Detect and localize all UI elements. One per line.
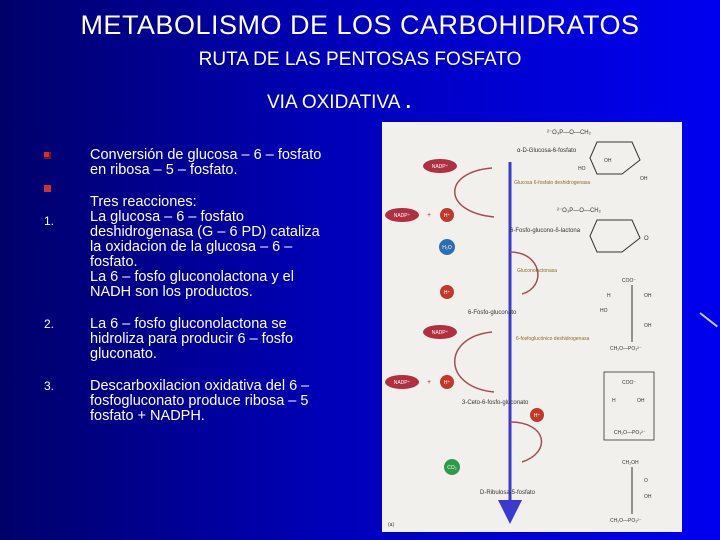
lactone-ring-icon [590, 220, 640, 252]
bullet-number: 1. [44, 214, 55, 228]
subtitle2-text: VIA OXIDATIVA [267, 92, 401, 113]
bullet-number: 3. [44, 379, 55, 393]
bullet-item [44, 379, 364, 424]
pathway-diagram [382, 122, 682, 532]
slide-subtitle-oxidative [267, 83, 413, 114]
glucose-ring-icon [590, 142, 640, 174]
bullet-number: 2. [44, 317, 55, 331]
phosphate-group: ²⁻O₃P—O—CH₂ [547, 130, 591, 136]
bullet-line: fosfato. [90, 254, 138, 270]
chem-label: COO⁻ [622, 380, 637, 386]
cofactor-label: NADP⁺ [431, 330, 449, 336]
subtitle2-mark: . [404, 83, 413, 114]
bullet-square-icon [44, 185, 51, 192]
bullet-line: deshidrogenasa (G – 6 PD) cataliza [90, 224, 320, 240]
chem-label: CH₂O—PO₃²⁻ [610, 518, 642, 524]
cofactor-label: H⁺ [443, 380, 451, 386]
cofactor-label: NADP⁺ [431, 164, 449, 170]
bullet-square-icon [44, 152, 51, 159]
chem-label: H [612, 398, 616, 404]
chem-label: H [607, 293, 611, 299]
chem-label: OH [644, 494, 652, 500]
metabolite-label: 3-Ceto-6-fosfo-gluconato [462, 400, 529, 406]
plus-sign: + [427, 212, 432, 219]
phosphate-group: ²⁻O₃P—O—CH₂ [557, 208, 601, 214]
chem-label: CH₂OH [622, 460, 639, 466]
chem-label: O [644, 478, 648, 484]
bullet-item [44, 317, 364, 362]
bullet-line: hidroliza para producir 6 – fosfo [90, 331, 294, 347]
chem-label: OH [640, 176, 648, 182]
bullet-line: fosfato + NADPH. [90, 408, 205, 424]
cofactor-arrow [455, 168, 494, 217]
chem-label: OH [644, 323, 652, 329]
bullet-line: La 6 – fosfo gluconolactona se [90, 316, 287, 332]
chem-label: O [644, 236, 649, 242]
chem-label: HO [578, 166, 586, 172]
enzyme-label: 6-fosfoglucónico deshidrogenasa [516, 336, 590, 342]
pentose-phosphate-pathway-figure [382, 122, 682, 532]
plus-sign: + [427, 379, 432, 386]
bullet-line: la oxidacion de la glucosa – 6 – [90, 239, 293, 255]
cofactor-label: CO₂ [447, 465, 457, 471]
enzyme-label: Glucosa 6-fosfato deshidrogenasa [514, 180, 591, 186]
slide-title: METABOLISMO DE LOS CARBOHIDRATOS [80, 10, 640, 40]
slide-subtitle: RUTA DE LAS PENTOSAS FOSFATO [198, 49, 522, 70]
metabolite-label: α-D-Glucosa-6-fosfato [517, 148, 577, 154]
bullet-line: en ribosa – 5 – fosfato. [90, 162, 238, 178]
bullet-line: Conversión de glucosa – 6 – fosfato [90, 147, 322, 163]
chem-label: OH [604, 158, 612, 164]
enzyme-label: Gluconolactonasa [517, 268, 558, 274]
chem-label: CH₂O—PO₃²⁻ [610, 346, 642, 352]
figure-label: (a) [388, 522, 395, 528]
bullet-line: Tres reacciones: [90, 194, 197, 210]
bullet-list [44, 148, 364, 441]
cofactor-label: H⁺ [533, 413, 541, 419]
bullet-line: fosfogluconato produce ribosa – 5 [90, 393, 309, 409]
cofactor-label: H₂O [442, 245, 452, 251]
bullet-line: gluconato. [90, 346, 157, 362]
chem-label: COO⁻ [622, 278, 637, 284]
decorative-slash [699, 312, 718, 327]
cofactor-label: H⁺ [443, 290, 451, 296]
bullet-line: La 6 – fosfo gluconolactona y el [90, 269, 294, 285]
cofactor-arrow [455, 332, 494, 392]
cofactor-label: NADP⁺ [393, 213, 411, 219]
bullet-line: Descarboxilacion oxidativa del 6 – [90, 378, 310, 394]
chem-label: CH₂O—PO₃²⁻ [614, 430, 646, 436]
chem-label: OH [644, 293, 652, 299]
bullet-item [44, 148, 364, 178]
cofactor-label: NADP⁺ [393, 380, 411, 386]
bullet-line: NADH son los productos. [90, 284, 253, 300]
chem-label: HO [600, 308, 608, 314]
chem-label: OH [637, 398, 645, 404]
bullet-item [44, 195, 364, 300]
cofactor-arrow [510, 422, 542, 462]
metabolite-label: 6-Fosfo-gluconato [468, 310, 517, 316]
bullet-line: La glucosa – 6 – fosfato [90, 209, 244, 225]
metabolite-label: D-Ribulosa-5-fosfato [480, 490, 536, 496]
cofactor-label: H⁺ [443, 213, 451, 219]
metabolite-label: 6-Fosfo-glucono-δ-lactona [510, 228, 581, 234]
